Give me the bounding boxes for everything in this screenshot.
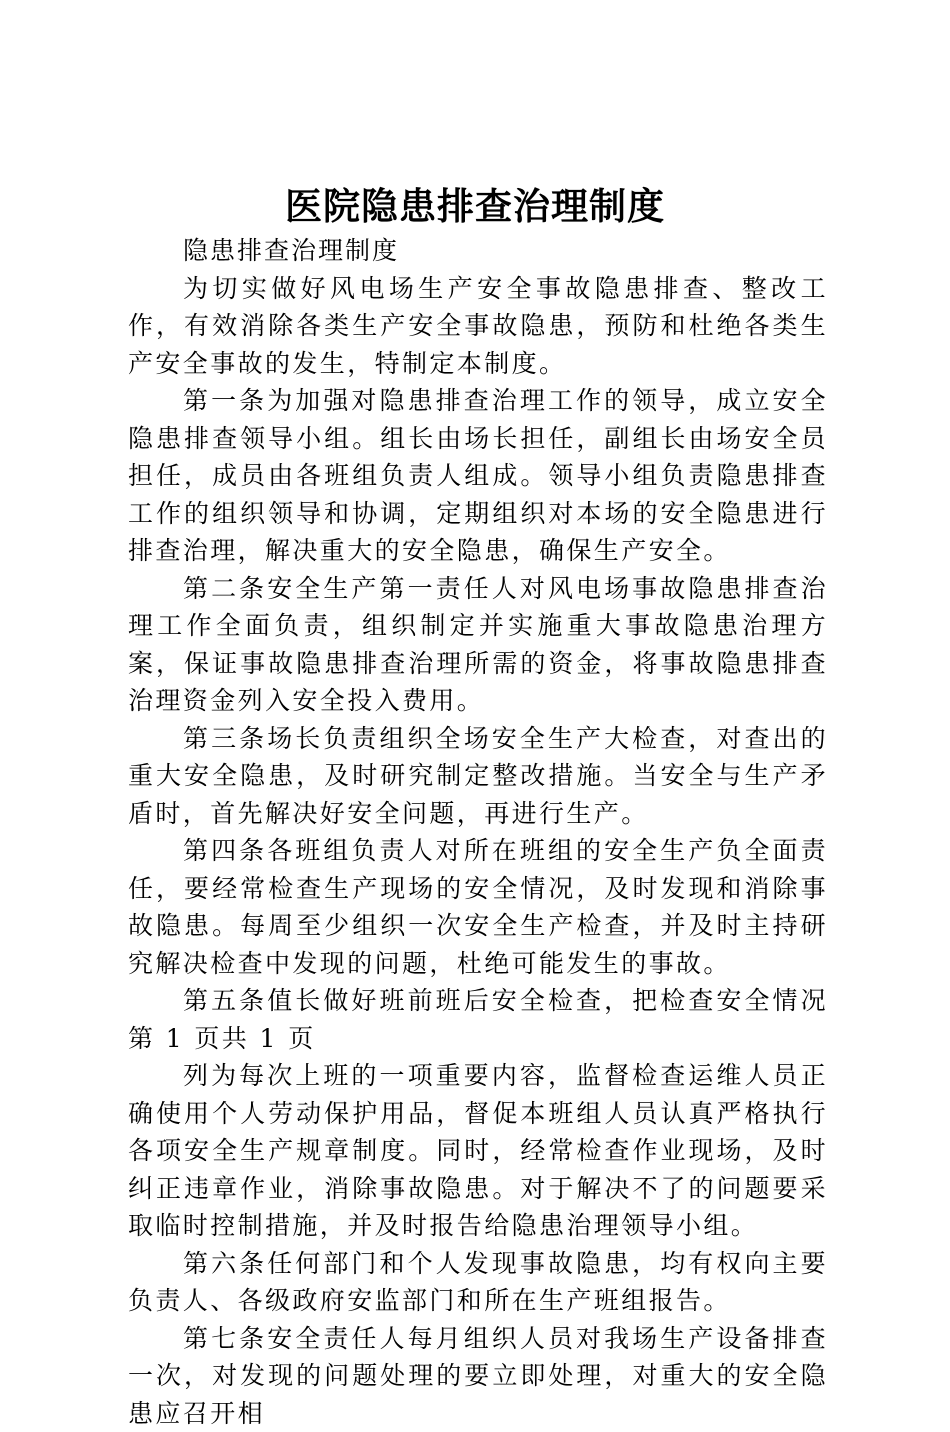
- intro-paragraph: 为切实做好风电场生产安全事故隐患排查、整改工作，有效消除各类生产安全事故隐患，预防和杜绝各类生产安全事故的发生，特制定本制度。: [128, 270, 828, 383]
- article-6-paragraph: 第六条任何部门和个人发现事故隐患，均有权向主要负责人、各级政府安监部门和所在生产班组报告。: [128, 1245, 828, 1320]
- article-5-continued-paragraph: 列为每次上班的一项重要内容，监督检查运维人员正确使用个人劳动保护用品，督促本班组人员认真严格执行各项安全生产规章制度。同时，经常检查作业现场，及时纠正违章作业，消除事故隐患。对于解决不了的问题要采取临时控制措施，并及时报告给隐患治理领导小组。: [128, 1057, 828, 1245]
- document-body: [128, 232, 828, 1432]
- article-7-paragraph: 第七条安全责任人每月组织人员对我场生产设备排查一次，对发现的问题处理的要立即处理，对重大的安全隐患应召开相: [128, 1320, 828, 1432]
- article-3-paragraph: 第三条场长负责组织全场安全生产大检查，对查出的重大安全隐患，及时研究制定整改措施。当安全与生产矛盾时，首先解决好安全问题，再进行生产。: [128, 720, 828, 833]
- article-2-paragraph: 第二条安全生产第一责任人对风电场事故隐患排查治理工作全面负责，组织制定并实施重大事故隐患治理方案，保证事故隐患排查治理所需的资金，将事故隐患排查治理资金列入安全投入费用。: [128, 570, 828, 720]
- article-1-paragraph: 第一条为加强对隐患排查治理工作的领导，成立安全隐患排查领导小组。组长由场长担任，副组长由场安全员担任，成员由各班组负责人组成。领导小组负责隐患排查工作的组织领导和协调，定期组织对本场的安全隐患进行排查治理，解决重大的安全隐患，确保生产安全。: [128, 382, 828, 570]
- article-5-paragraph: 第五条值长做好班前班后安全检查，把检查安全情况第 1 页共 1 页: [128, 982, 828, 1057]
- article-4-paragraph: 第四条各班组负责人对所在班组的安全生产负全面责任，要经常检查生产现场的安全情况，及时发现和消除事故隐患。每周至少组织一次安全生产检查，并及时主持研究解决检查中发现的问题，杜绝可能发生的事故。: [128, 832, 828, 982]
- subtitle-paragraph: 隐患排查治理制度: [128, 232, 828, 270]
- document-title: 医院隐患排查治理制度: [0, 182, 950, 232]
